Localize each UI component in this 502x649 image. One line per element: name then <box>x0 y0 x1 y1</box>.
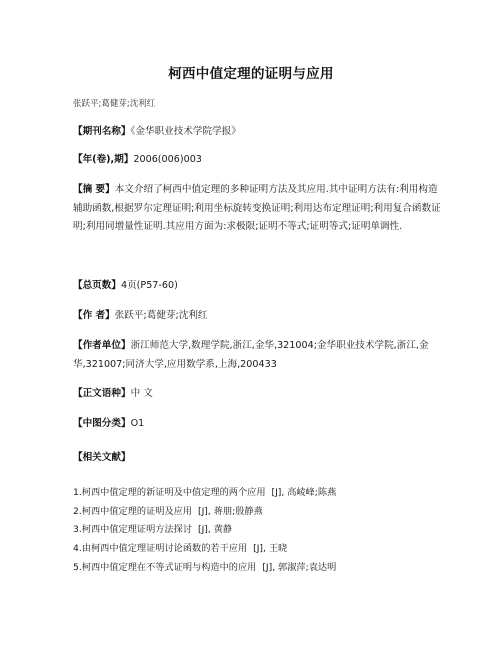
list-item[interactable] <box>73 484 453 503</box>
author-value: 张跃平;葛健芽;沈利红 <box>114 310 208 321</box>
reference-meta: [J], 王晓 <box>253 543 288 555</box>
authors-line: 张跃平;葛健芽;沈利红 <box>73 99 156 109</box>
year-label: 【年(卷),期】 <box>73 154 134 165</box>
related-label: 【相关文献】 <box>73 452 131 463</box>
pages-field <box>73 277 443 296</box>
list-item[interactable] <box>73 521 453 540</box>
language-value: 中 文 <box>130 388 153 399</box>
reference-title: 3.柯西中值定理证明方法探讨 <box>73 524 193 536</box>
journal-label: 【期刊名称】 <box>73 126 131 137</box>
affiliation-field <box>73 337 443 374</box>
author-field <box>73 307 443 326</box>
year-value: 2006(006)003 <box>133 154 202 165</box>
reference-meta: [J], 蒋朋;殷静燕 <box>198 505 263 517</box>
year-field <box>73 151 443 170</box>
abstract-value: 本文介绍了柯西中值定理的多种证明方法及其应用.其中证明方法有:利用构造辅助函数,根据罗尔定理证明;利用坐标旋转变换证明;利用达布定理证明;利用复合函数证明;利用同增量性证明.其应用方面为:求极限;证明不等式;证明等式;证明单调性. <box>73 184 441 232</box>
language-field <box>73 385 443 404</box>
language-label: 【正文语种】 <box>73 388 131 399</box>
author-label: 【作 者】 <box>73 310 115 321</box>
affiliation-value: 浙江师范大学,数理学院,浙江,金华,321004;金华职业技术学院,浙江,金华,321007;同济大学,应用数学系,上海,200433 <box>73 340 429 370</box>
journal-field <box>73 123 443 142</box>
abstract-field <box>73 181 443 237</box>
affiliation-label: 【作者单位】 <box>73 340 131 351</box>
classification-value: O1 <box>130 418 145 429</box>
list-item[interactable] <box>73 540 453 559</box>
list-item[interactable] <box>73 559 453 578</box>
page-title: 柯西中值定理的证明与应用 <box>168 66 334 82</box>
journal-value: 《金华职业技术学院学报》 <box>130 126 241 137</box>
classification-field <box>73 415 443 434</box>
classification-label: 【中图分类】 <box>73 418 131 429</box>
pages-value: 4页(P57-60) <box>120 280 178 291</box>
pages-label: 【总页数】 <box>73 280 121 291</box>
list-item[interactable] <box>73 503 453 522</box>
reference-meta: [J], 郭淑萍;袁达明 <box>262 561 337 573</box>
reference-meta: [J], 高崚峰;陈燕 <box>271 487 337 498</box>
reference-title: 5.柯西中值定理在不等式证明与构造中的应用 <box>73 561 257 573</box>
reference-meta: [J], 黄静 <box>198 524 233 536</box>
reference-title: 4.由柯西中值定理证明讨论函数的若干应用 <box>73 543 248 555</box>
related-field <box>73 449 443 468</box>
reference-title: 1.柯西中值定理的新证明及中值定理的两个应用 <box>73 487 266 498</box>
reference-title: 2.柯西中值定理的证明及应用 <box>73 505 193 517</box>
reference-list <box>73 484 453 578</box>
abstract-label: 【摘 要】 <box>73 184 115 195</box>
